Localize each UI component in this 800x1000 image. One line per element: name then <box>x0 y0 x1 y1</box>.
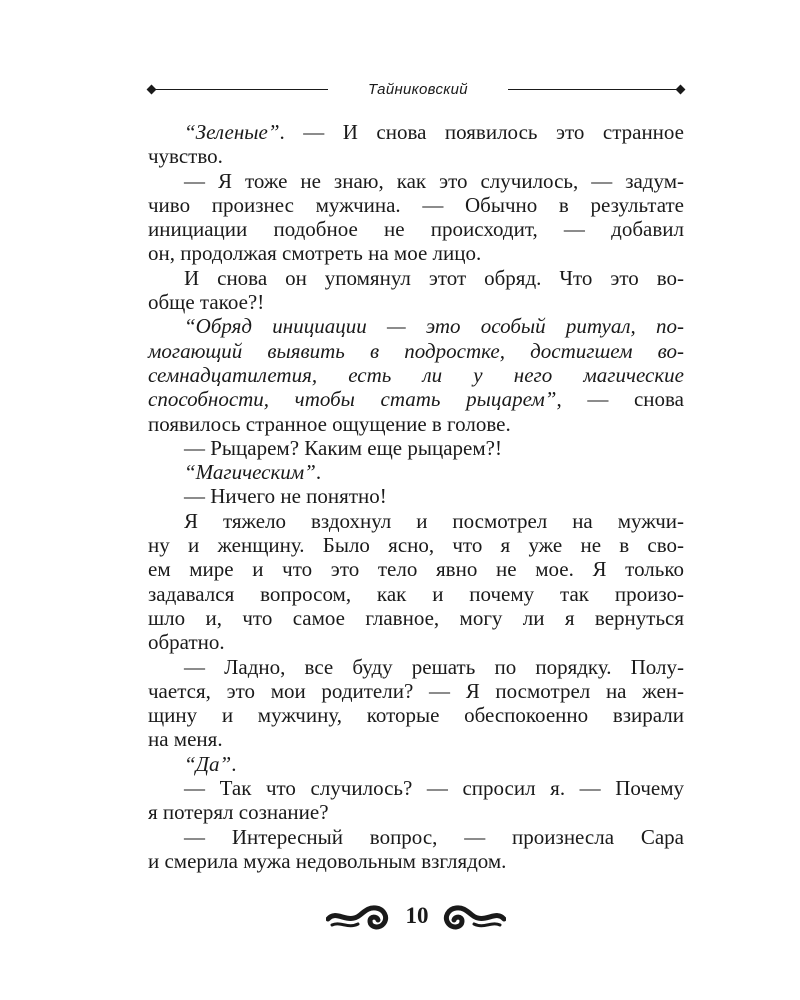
text-line <box>148 484 684 508</box>
italic-text: могающий выявить в подростке, достигшем во- <box>148 338 684 363</box>
text-segment: обратно. <box>148 630 225 655</box>
text-line <box>148 387 684 411</box>
text-line <box>148 727 684 751</box>
text-line <box>148 630 684 654</box>
text-line <box>148 849 684 873</box>
text-segment: — Я тоже не знаю, как это случилось, — задум- <box>184 168 684 193</box>
paragraph <box>148 825 684 874</box>
italic-text: “Магическим” <box>184 460 316 485</box>
italic-text: способности, чтобы стать рыцарем” <box>148 387 557 412</box>
text-segment: — Интересный вопрос, — произнесла Сара <box>184 824 684 849</box>
text-segment: , — снова <box>556 387 684 412</box>
text-segment: чается, это мои родители? — Я посмотрел на жен- <box>148 678 684 703</box>
page-body-text <box>148 120 684 873</box>
italic-text: “Обряд инициации — это особый ритуал, по- <box>184 314 684 339</box>
text-line <box>148 339 684 363</box>
text-segment: на меня. <box>148 727 223 752</box>
header-ornament-right <box>676 85 686 95</box>
text-segment: ем мире и что это тело явно не мое. Я только <box>148 557 684 582</box>
paragraph <box>148 314 684 435</box>
paragraph <box>148 436 684 460</box>
text-segment: — Ладно, все буду решать по порядку. Полу- <box>184 654 684 679</box>
text-line <box>148 679 684 703</box>
text-segment: обще такое?! <box>148 290 265 315</box>
text-segment: шло и, что самое главное, могу ли я вернуться <box>148 605 684 630</box>
text-line <box>148 509 684 533</box>
text-line <box>148 217 684 241</box>
text-segment: он, продолжая смотреть на мое лицо. <box>148 241 482 266</box>
text-line <box>148 800 684 824</box>
text-segment: щину и мужчину, которые обеспокоенно взирали <box>148 703 684 728</box>
text-segment: и смерила мужа недовольным взглядом. <box>148 848 507 873</box>
text-line <box>148 144 684 168</box>
text-line <box>148 752 684 776</box>
paragraph <box>148 266 684 315</box>
page-footer <box>326 895 506 945</box>
header-rule-left <box>152 89 328 90</box>
text-line <box>148 460 684 484</box>
text-line <box>148 776 684 800</box>
text-segment: чувство. <box>148 144 223 169</box>
paragraph <box>148 509 684 655</box>
text-line <box>148 120 684 144</box>
text-segment: появилось странное ощущение в голове. <box>148 411 511 436</box>
paragraph <box>148 776 684 825</box>
paragraph <box>148 484 684 508</box>
header-author: Тайниковский <box>368 81 468 98</box>
text-segment: ну и женщину. Было ясно, что я уже не в сво- <box>148 533 684 558</box>
text-segment: Я тяжело вздохнул и посмотрел на мужчи- <box>184 508 684 533</box>
running-header <box>146 80 686 100</box>
text-line <box>148 412 684 436</box>
text-line <box>148 606 684 630</box>
paragraph <box>148 460 684 484</box>
text-segment: задавался вопросом, как и почему так произо- <box>148 581 684 606</box>
italic-text: семнадцатилетия, есть ли у него магические <box>148 362 684 387</box>
paragraph <box>148 169 684 266</box>
text-line <box>148 582 684 606</box>
text-line <box>148 363 684 387</box>
text-segment: . <box>231 751 237 776</box>
text-line <box>148 533 684 557</box>
text-segment: инициации подобное не происходит, — добавил <box>148 217 684 242</box>
paragraph <box>148 120 684 169</box>
text-segment: я потерял сознание? <box>148 800 329 825</box>
right-flourish-icon <box>438 895 506 935</box>
italic-text: “Да” <box>184 751 232 776</box>
text-segment: — Так что случилось? — спросил я. — Почему <box>184 776 684 801</box>
paragraph <box>148 655 684 752</box>
text-line <box>148 241 684 265</box>
text-line <box>148 266 684 290</box>
header-rule-right <box>508 89 680 90</box>
text-segment: — Ничего не понятно! <box>184 484 387 509</box>
text-line <box>148 193 684 217</box>
text-segment: чиво произнес мужчина. — Обычно в результате <box>148 192 684 217</box>
text-line <box>148 557 684 581</box>
italic-text: “Зеленые” <box>184 120 280 144</box>
text-line <box>148 825 684 849</box>
text-line <box>148 169 684 193</box>
text-segment: . — И снова появилось это странное <box>279 120 684 144</box>
text-line <box>148 703 684 727</box>
text-line <box>148 290 684 314</box>
text-line <box>148 436 684 460</box>
page-number: 10 <box>405 903 429 928</box>
left-flourish-icon <box>326 895 394 935</box>
text-segment: — Рыцарем? Каким еще рыцарем?! <box>184 435 502 460</box>
text-segment: И снова он упомянул этот обряд. Что это во- <box>184 265 684 290</box>
text-segment: . <box>315 460 322 485</box>
text-line <box>148 314 684 338</box>
paragraph <box>148 752 684 776</box>
text-line <box>148 655 684 679</box>
